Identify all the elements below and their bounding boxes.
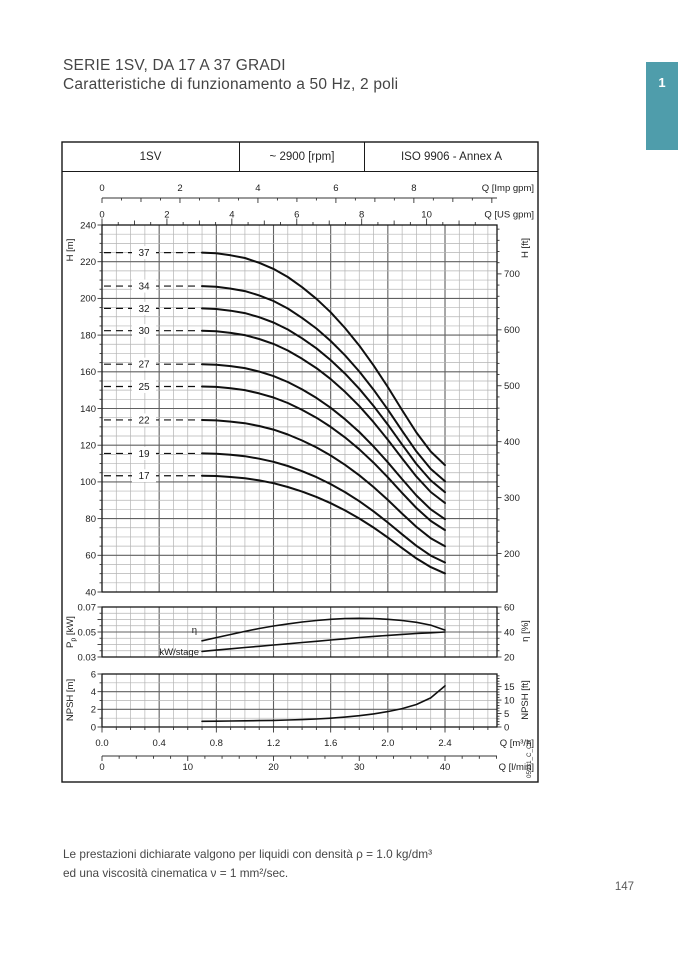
axis-tick-label: 6 (333, 183, 339, 194)
chart-header-standard: ISO 9906 - Annex A (400, 150, 502, 163)
axis-tick-label: 0.0 (95, 738, 109, 749)
stage-curve-label: 32 (138, 303, 150, 315)
axis-tick-label: 0.8 (209, 738, 223, 749)
axis-tick-label: 0 (99, 762, 105, 773)
footer-note (63, 845, 432, 883)
kw-per-stage-curve (202, 632, 445, 651)
head-curve-37-stages (202, 253, 445, 466)
axis-tick-label: 60 (504, 602, 515, 614)
axis-tick-label: 15 (504, 681, 515, 693)
axis-tick-label: 0.4 (152, 738, 166, 749)
eta-curve-label: η (191, 625, 197, 636)
axis-tick-label: 10 (504, 695, 515, 707)
axis-tick-label: 4 (90, 686, 96, 698)
eta-axis-label: η [%] (520, 620, 531, 642)
stage-curve-label: 27 (138, 359, 150, 371)
axis-tick-label: 40 (504, 627, 515, 639)
h-m-axis-label: H [m] (65, 238, 76, 262)
axis-tick-label: 8 (359, 209, 365, 221)
axis-tick-label: 0.05 (77, 627, 96, 639)
stage-curve-label: 19 (138, 448, 150, 460)
stage-curve-label: 34 (138, 281, 150, 293)
title-line1: SERIE 1SV, DA 17 A 37 GRADI (63, 57, 286, 74)
npsh-m-axis-label: NPSH [m] (65, 678, 76, 722)
axis-tick-label: 0 (504, 722, 510, 734)
axis-tick-label: 10 (421, 209, 432, 221)
axis-tick-label: 8 (411, 183, 417, 194)
axis-tick-label: 80 (85, 513, 96, 525)
axis-tick-label: 400 (504, 436, 520, 448)
npsh-ft-axis-label: NPSH [ft] (520, 680, 531, 720)
axis-tick-label: 2 (164, 209, 170, 221)
head-curve-17-stages (202, 476, 445, 574)
axis-tick-label: 0 (90, 722, 96, 734)
chart-header-speed: ~ 2900 [rpm] (240, 142, 365, 171)
stage-curve-label: 17 (138, 471, 150, 483)
axis-tick-label: 30 (353, 762, 365, 773)
axis-tick-label: 120 (80, 440, 96, 452)
m3h-axis-label: Q [m³/h] (499, 738, 534, 749)
axis-tick-label: 0.07 (77, 602, 96, 614)
axis-tick-label: 10 (182, 762, 194, 773)
footer-line2: ed una viscosità cinematica ν = 1 mm²/sec. (63, 866, 289, 880)
axis-tick-label: 0.03 (77, 652, 96, 664)
axis-tick-label: 240 (80, 220, 96, 232)
stage-curve-label: 25 (138, 381, 150, 393)
axis-tick-label: 160 (80, 367, 96, 379)
axis-tick-label: 600 (504, 325, 520, 337)
stage-curve-label: 37 (138, 247, 150, 259)
figure-frame (62, 142, 538, 782)
imp-gpm-axis-label: Q [Imp gpm] (481, 183, 534, 194)
section-tab-number: 1 (658, 75, 666, 90)
axis-tick-label: 6 (294, 209, 300, 221)
axis-tick-label: 180 (80, 330, 96, 342)
kw-curve-label: kW/stage (159, 647, 199, 658)
axis-tick-label: 140 (80, 403, 96, 415)
axis-tick-label: 700 (504, 269, 520, 281)
lmin-axis-label: Q [l/min] (498, 762, 534, 773)
axis-tick-label: 100 (80, 477, 96, 489)
axis-tick-label: 2.4 (438, 738, 452, 749)
p-kw-axis-label: $P_p$ [kW] (65, 616, 78, 648)
axis-tick-label: 300 (504, 492, 520, 504)
stage-curve-label: 22 (138, 415, 150, 427)
axis-tick-label: 40 (439, 762, 451, 773)
axis-tick-label: 20 (268, 762, 279, 773)
axis-tick-label: 40 (85, 587, 96, 599)
stage-curve-label: 30 (138, 326, 150, 338)
axis-tick-label: 60 (85, 550, 96, 562)
axis-tick-label: 6 (90, 669, 96, 681)
axis-tick-label: 4 (229, 209, 235, 221)
figure-code: 05931_C_CH (526, 739, 533, 778)
title-line2: Caratteristiche di funzionamento a 50 Hz, 2 poli (63, 76, 399, 93)
axis-tick-label: 5 (504, 708, 510, 720)
axis-tick-label: 0 (99, 209, 105, 221)
us-gpm-axis-label: Q [US gpm] (484, 209, 534, 221)
axis-tick-label: 1.2 (266, 738, 281, 749)
axis-tick-label: 2.0 (381, 738, 395, 749)
axis-tick-label: 220 (80, 257, 96, 268)
eta-curve (202, 618, 445, 641)
footer-line1: Le prestazioni dichiarate valgono per liquidi con densità ρ = 1.0 kg/dm³ (63, 847, 433, 861)
axis-tick-label: 4 (255, 183, 261, 194)
axis-tick-label: 2 (90, 704, 96, 716)
axis-tick-label: 200 (504, 548, 520, 560)
axis-tick-label: 2 (177, 183, 183, 194)
axis-tick-label: 200 (80, 293, 96, 305)
axis-tick-label: 20 (504, 652, 515, 664)
h-ft-axis-label: H [ft] (520, 237, 531, 259)
page-number: 147 (614, 881, 634, 893)
axis-tick-label: 500 (504, 381, 520, 393)
axis-tick-label: 0 (99, 183, 105, 194)
axis-tick-label: 1.6 (324, 738, 338, 749)
chart-header-model: 1SV (62, 142, 240, 171)
